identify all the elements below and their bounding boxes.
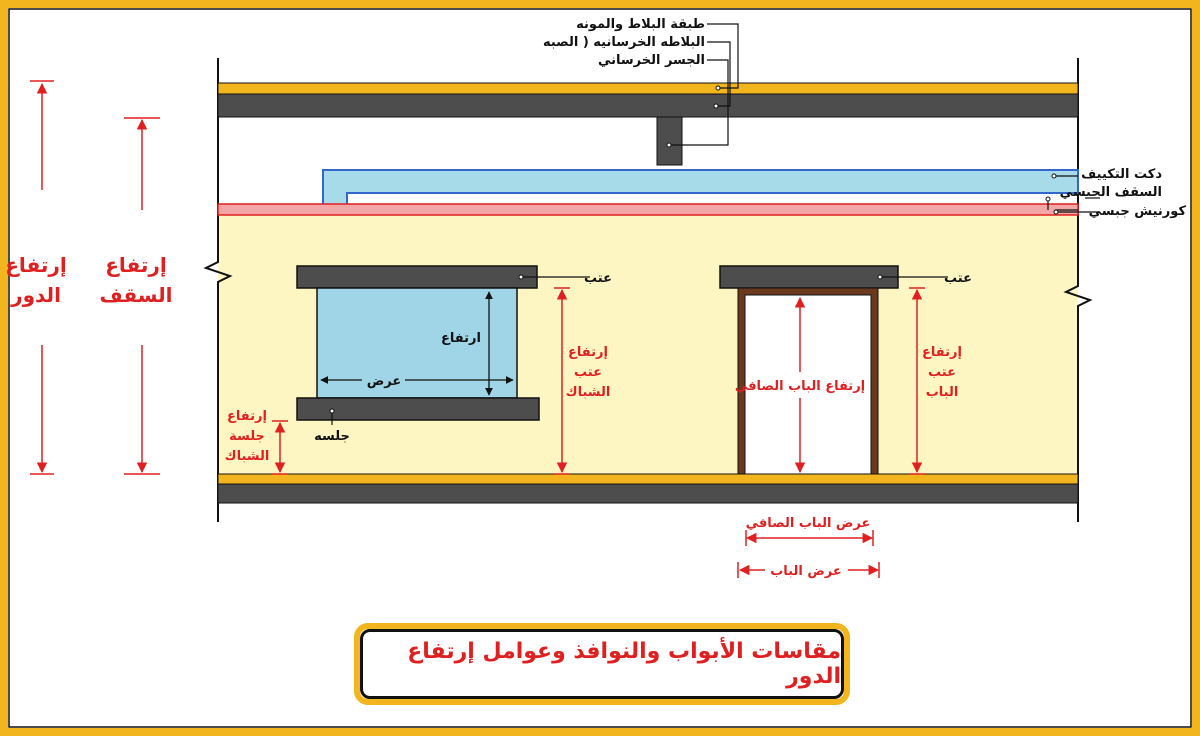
bottom-tile-layer [218,474,1078,484]
top-concrete-slab [218,94,1078,117]
label-window-lintel: عتب [584,271,612,286]
sill-dot [330,409,334,413]
label-floor-height-2: الدور [11,283,61,307]
label-ac-duct: دكت التكييف [1081,167,1162,182]
label-door-lintel-height-3: الباب [925,385,959,400]
concrete-beam [657,117,682,165]
label-door-clear-width: عرض الباب الصافي [745,516,871,531]
label-concrete-slab: البلاطه الخرسانيه ( الصبه [542,35,705,50]
diagram-title: مقاسات الأبواب والنوافذ وعوامل إرتفاع الدور [407,639,841,689]
label-door-width: عرض الباب [770,564,842,579]
label-door-lintel-height-2: عتب [928,365,956,380]
top-tile-layer [218,83,1078,94]
label-window-lintel-height-2: عتب [574,365,602,380]
gypsum-ceiling [218,204,1078,215]
label-gypsum-ceiling: السقف الجبسي [1059,185,1162,200]
label-door-lintel: عتب [944,271,972,286]
window-lintel [297,266,537,288]
label-window-lintel-height-1: إرتفاع [568,345,608,360]
label-sill: جلسه [314,429,350,444]
door-lintel [720,266,898,288]
label-door-lintel-height-1: إرتفاع [922,345,962,360]
label-window-height: ارتفاع [441,331,481,346]
label-tile-layer: طبقة البلاط والمونه [576,17,705,32]
label-window-sill-height-3: الشباك [224,449,270,464]
label-door-clear-height: إرتفاع الباب الصافي [734,379,866,394]
label-ceiling-height-1: إرتفاع [105,253,167,277]
label-window-width: عرض [366,374,402,389]
label-ceiling-height-2: السقف [99,283,173,307]
bottom-concrete-slab [218,484,1078,503]
label-window-lintel-height-3: الشباك [565,385,611,400]
label-window-sill-height-2: جلسة [229,429,265,444]
label-gypsum-cornice: كورنيش جبسي [1088,204,1186,219]
window-lintel-dot [519,275,523,279]
door-lintel-dot [878,275,882,279]
title-box [360,629,844,699]
label-window-sill-height-1: إرتفاع [227,409,267,424]
label-concrete-beam: الجسر الخرساني [597,53,705,68]
window-glass [317,288,517,398]
label-floor-height-1: إرتفاع [5,253,67,277]
